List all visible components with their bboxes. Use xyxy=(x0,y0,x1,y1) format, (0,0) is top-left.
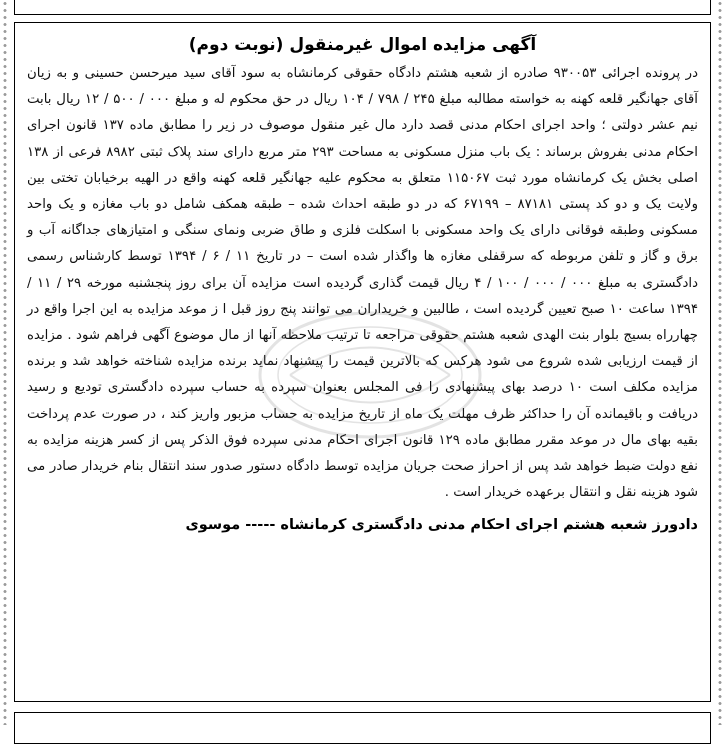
right-dotted-border xyxy=(717,0,723,725)
auction-notice xyxy=(14,22,711,702)
notice-signature: دادورز شعبه هشتم اجرای احکام مدنی دادگستری کرمانشاه ----- موسوی xyxy=(185,517,698,534)
previous-notice-edge xyxy=(14,0,711,15)
left-dotted-border xyxy=(2,0,8,725)
notice-body: در پرونده اجرائی ۹۳۰۰۵۳ صادره از شعبه هشتم دادگاه حقوقی کرمانشاه به سود آقای سید میرحسن حسینی و به زیان آقای جهانگیر قلعه کهنه به خواسته مطالبه مبلغ ۲۴۵ / ۷۹۸ / ۱۰۴ ریال در حق محکوم له و مبلغ ۰۰۰ / ۵۰۰ / ۱۲ ریال بابت نیم عشر دولتی ؛ واحد اجرای احکام مدنی قصد دارد مال غیر منقول موصوف در زیر را مطابق ماده ۱۳۷ قانون اجرای احکام مدنی بفروش برساند : یک باب منزل مسکونی به مساحت ۲۹۳ متر مربع دارای سند پلاک ثبتی ۸۹۸۲ فرعی از ۱۳۸ اصلی بخش یک کرمانشاه مورد ثبت ۱۱۵۰۶۷ متعلق به محکوم علیه جهانگیر قلعه کهنه واقع در الهیه برخیابان تختی بین ولایت یک و دو کد پستی ۸۷۱۸۱ – ۶۷۱۹۹ که در دو طبقه احداث شده – طبقه همکف شامل دو باب مغازه و یک واحد مسکونی وطبقه فوقانی دارای یک واحد مسکونی با اسکلت فلزی و طاق ضربی ونمای سنگی و امتیازهای جداگانه آب و برق و گاز و تلفن مربوطه که سرقفلی مغازه ها واگذار شده است – در تاریخ ۱۱ / ۶ / ۱۳۹۴ توسط کارشناس رسمی دادگستری به مبلغ ۰۰۰ / ۰۰۰ / ۱۰۰ / ۴ ریال قیمت گذاری گردیده است مزایده آن برای روز پنجشنبه مورخه ۲۹ / ۱۱ / ۱۳۹۴ ساعت ۱۰ صبح تعیین گردیده است ، طالبین و خریداران می توانند پنج روز قبل ا ز موعد مزایده به این اجرا واقع در چهارراه بسیج بلوار بنت الهدی شعبه هشتم حقوقی مراجعه تا ترتیب ملاحظه آنها از مال موضوع آگهی فراهم شود . مزایده از قیمت ارزیابی شده شروع می شود هرکس که بالاترین قیمت را پیشنهاد نماید برنده مزایده شناخته خواهد شد و برنده مزایده مکلف است ۱۰ درصد بهای پیشنهادی را فی المجلس بعنوان سپرده به حساب سپرده دادگستری تودیع و رسید دریافت و باقیمانده آن را حداکثر ظرف مهلت یک ماه از تاریخ مزایده به حساب مزبور واریز کند ، در صورت عدم پرداخت بقیه بهای مال در موعد مقرر مطابق ماده ۱۲۹ قانون اجرای احکام مدنی سپرده فوق الذکر پس از کسر هزینه مزایده به نفع دولت ضبط خواهد شد پس از احراز صحت جریان مزایده توسط دادگاه دستور صدور سند انتقال بنام خریدار صادر می شود هزینه نقل و انتقال برعهده خریدار است . xyxy=(27,66,699,501)
notice-title: آگهی مزایده اموال غیرمنقول (نوبت دوم) xyxy=(188,35,537,55)
next-notice-edge xyxy=(14,712,711,744)
